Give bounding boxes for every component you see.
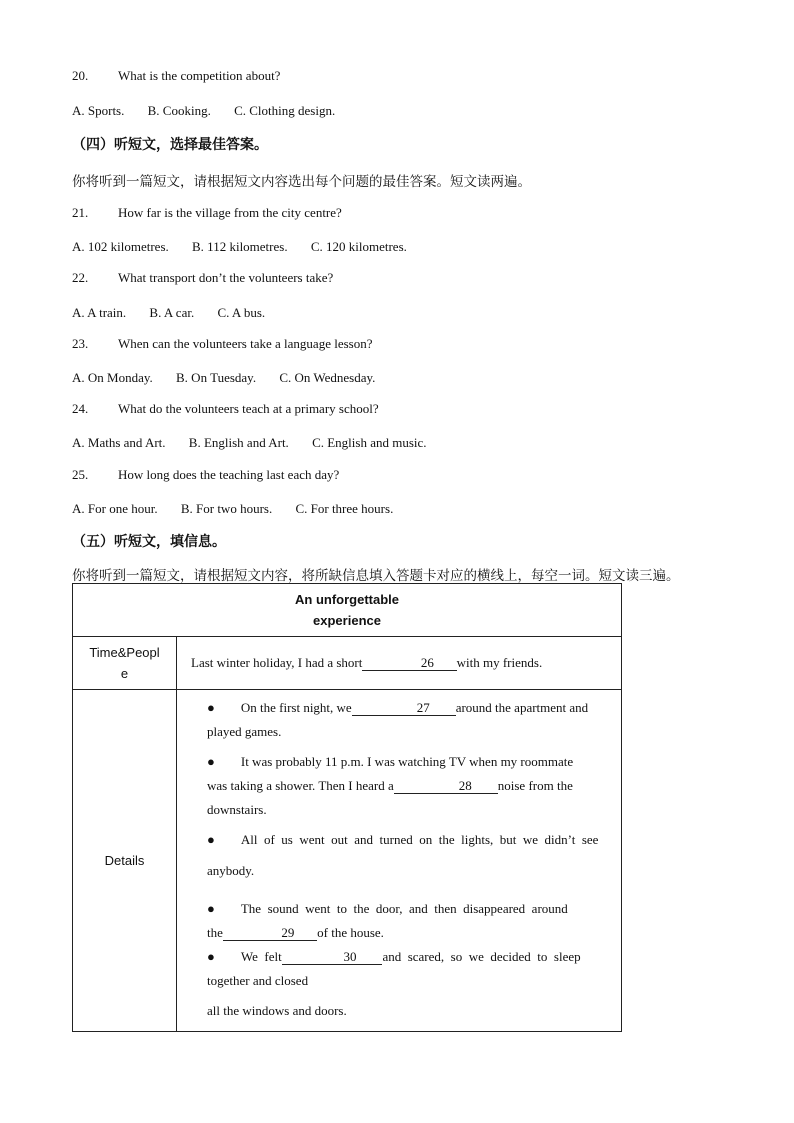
detail-4-after: of the house. [317, 925, 384, 940]
option-c: C. A bus. [217, 305, 266, 320]
option-c: C. For three hours. [295, 501, 394, 516]
details-content [177, 690, 622, 1032]
section-4-title: （四）听短文，选择最佳答案。 [72, 137, 268, 153]
blank-number: 27 [416, 700, 430, 715]
option-a: A. For one hour. [72, 501, 158, 516]
detail-2-line-1: It was probably 11 p.m. I was watching TV when my roommate [240, 754, 574, 769]
detail-4-line-1: The sound went to the door, and then disappeared around [240, 901, 568, 916]
detail-5-before: We felt [240, 949, 282, 964]
option-b: B. On Tuesday. [176, 370, 257, 385]
question-25 [72, 467, 339, 483]
options-22 [72, 305, 285, 321]
question-number: 20. [72, 68, 89, 83]
blank-28[interactable] [394, 778, 498, 794]
detail-2-line-3: downstairs. [207, 802, 267, 817]
section-4-instruction: 你将听到一篇短文，请根据短文内容选出每个问题的最佳答案。短文读两遍。 [72, 174, 531, 190]
detail-2 [207, 750, 615, 774]
time-people-label [73, 637, 177, 690]
blank-number: 29 [281, 925, 295, 940]
detail-4 [207, 897, 615, 921]
bullet-icon: ● [207, 754, 215, 769]
table-title [73, 584, 622, 637]
question-number: 25. [72, 467, 89, 482]
blank-29[interactable] [223, 925, 317, 941]
question-20 [72, 68, 280, 84]
detail-1 [207, 696, 615, 720]
detail-1-line-2: played games. [207, 724, 282, 739]
question-24 [72, 401, 379, 417]
question-21 [72, 205, 342, 221]
detail-3-line-2: anybody. [207, 863, 255, 878]
detail-3 [207, 828, 615, 852]
details-label: Details [73, 690, 177, 1032]
table-title-line-2: experience [313, 613, 381, 628]
blank-number: 30 [343, 949, 357, 964]
question-number: 21. [72, 205, 89, 220]
options-21 [72, 239, 427, 255]
detail-4-line-2 [207, 921, 615, 945]
time-people-label-line-1: Time&Peopl [89, 645, 160, 660]
option-a: A. Maths and Art. [72, 435, 166, 450]
question-text: What is the competition about? [118, 68, 281, 83]
detail-1-before: On the first night, we [240, 700, 352, 715]
detail-5 [207, 945, 615, 969]
detail-5-after: and scared, so we decided to sleep [382, 949, 581, 964]
option-a: A. 102 kilometres. [72, 239, 169, 254]
option-b: B. For two hours. [180, 501, 273, 516]
blank-number: 28 [458, 778, 472, 793]
time-people-label-line-2: e [120, 666, 129, 681]
option-c: C. On Wednesday. [279, 370, 376, 385]
table-title-line-1: An unforgettable [295, 592, 399, 607]
question-text: How far is the village from the city centre? [118, 205, 342, 220]
info-table [72, 583, 622, 1032]
detail-2-after: noise from the [497, 778, 573, 793]
blank-30[interactable] [282, 949, 383, 965]
question-text: What do the volunteers teach at a primary school? [118, 401, 379, 416]
question-23 [72, 336, 372, 352]
option-a: A. On Monday. [72, 370, 153, 385]
question-number: 23. [72, 336, 89, 351]
detail-4-before: the [207, 925, 223, 940]
detail-1-after: around the apartment and [455, 700, 589, 715]
detail-2-line-2 [207, 774, 615, 798]
bullet-icon: ● [207, 832, 215, 847]
option-a: A. A train. [72, 305, 127, 320]
detail-5-line-2: together and closed [207, 973, 309, 988]
option-b: B. 112 kilometres. [192, 239, 288, 254]
option-b: B. English and Art. [188, 435, 289, 450]
blank-number: 26 [420, 655, 434, 670]
option-c: C. 120 kilometres. [310, 239, 407, 254]
section-5-title: （五）听短文，填信息。 [72, 534, 226, 550]
option-c: C. Clothing design. [234, 103, 336, 118]
options-24 [72, 435, 447, 451]
option-b: B. A car. [149, 305, 195, 320]
question-number: 22. [72, 270, 89, 285]
options-25 [72, 501, 413, 517]
time-people-content [177, 637, 622, 690]
detail-5-line-3: all the windows and doors. [207, 1003, 347, 1018]
options-23 [72, 370, 395, 386]
option-c: C. English and music. [312, 435, 427, 450]
blank-27[interactable] [352, 700, 456, 716]
blank-26[interactable] [362, 655, 456, 671]
question-22 [72, 270, 333, 286]
section-5-instruction: 你将听到一篇短文，请根据短文内容，将所缺信息填入答题卡对应的横线上，每空一词。短文读三遍。 [72, 568, 680, 584]
question-text: When can the volunteers take a language lesson? [118, 336, 373, 351]
bullet-icon: ● [207, 700, 215, 715]
bullet-icon: ● [207, 901, 215, 916]
question-text: How long does the teaching last each day? [118, 467, 340, 482]
options-20 [72, 103, 355, 119]
detail-3-line-1: All of us went out and turned on the lights, but we didn’t see [240, 832, 599, 847]
question-number: 24. [72, 401, 89, 416]
bullet-icon: ● [207, 949, 215, 964]
option-a: A. Sports. [72, 103, 125, 118]
detail-2-before: was taking a shower. Then I heard a [207, 778, 394, 793]
row1-text-before: Last winter holiday, I had a short [191, 655, 363, 670]
option-b: B. Cooking. [147, 103, 211, 118]
row1-text-after: with my friends. [456, 655, 543, 670]
question-text: What transport don’t the volunteers take? [118, 270, 334, 285]
